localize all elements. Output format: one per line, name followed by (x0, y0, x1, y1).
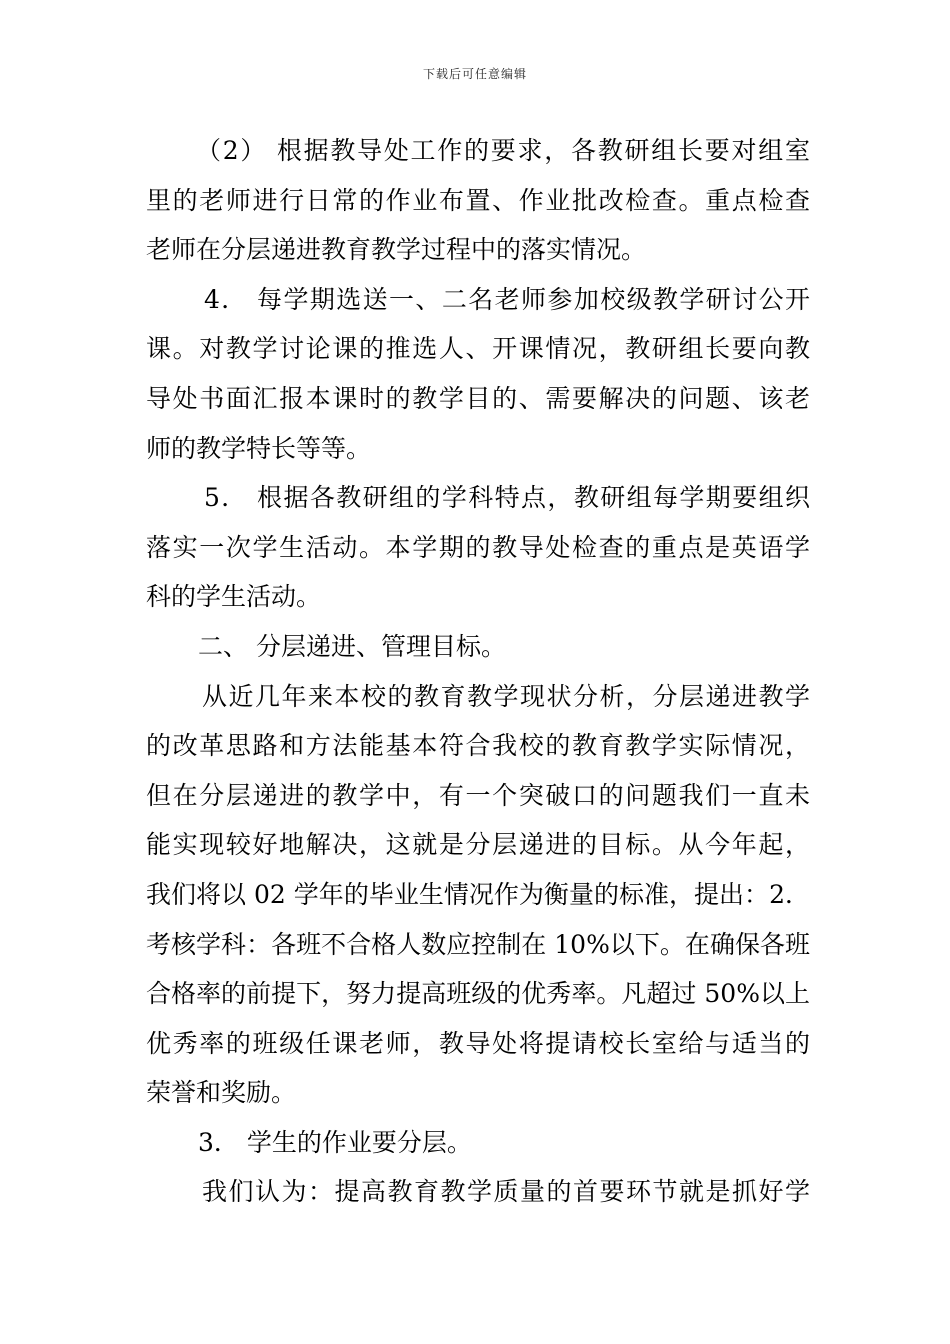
text-line: 师的教学特长等等。 (146, 433, 372, 463)
section-heading: 二、 分层递进、管理目标。 (198, 631, 506, 661)
text-line: 5． 根据各教研组的学科特点，教研组每学期要组织 (204, 483, 810, 513)
paragraph-item-3 (146, 1118, 810, 1168)
text-line: 落实一次学生活动。本学期的教导处检查的重点是英语学 (146, 532, 810, 562)
text-line: 导处书面汇报本课时的教学目的、需要解决的问题、该老 (146, 383, 810, 413)
text-line: 从近几年来本校的教育教学现状分析，分层递进教学 (202, 681, 810, 711)
text-line: 但在分层递进的教学中，有一个突破口的问题我们一直未 (146, 780, 810, 810)
paragraph-closing (146, 1167, 810, 1217)
paragraph-item-5 (146, 473, 810, 622)
paragraph-item-4 (146, 275, 810, 473)
text-line: 科的学生活动。 (146, 582, 322, 612)
text-line: 老师在分层递进教育教学过程中的落实情况。 (146, 235, 647, 265)
paragraph-section-2-body (146, 672, 810, 1118)
text-line: 我们认为：提高教育教学质量的首要环节就是抓好学 (202, 1177, 810, 1207)
text-line: 考核学科：各班不合格人数应控制在 10%以下。在确保各班 (146, 929, 810, 959)
text-line: 我们将以 02 学年的毕业生情况作为衡量的标准，提出：2． (146, 879, 810, 909)
text-line: 课。对教学讨论课的推选人、开课情况，教研组长要向教 (146, 334, 810, 364)
text-line: 里的老师进行日常的作业布置、作业批改检查。重点检查 (146, 185, 810, 215)
text-line: 的改革思路和方法能基本符合我校的教育教学实际情况， (146, 731, 810, 761)
section-heading-2 (146, 622, 810, 672)
text-line: 4． 每学期选送一、二名老师参加校级教学研讨公开 (204, 284, 810, 314)
text-line: （2） 根据教导处工作的要求，各教研组长要对组室 (196, 136, 810, 165)
document-body (146, 126, 810, 1217)
text-line: 优秀率的班级任课老师，教导处将提请校长室给与适当的 (146, 1028, 810, 1058)
text-line: 合格率的前提下，努力提高班级的优秀率。凡超过 50%以上 (146, 979, 810, 1009)
text-line: 荣誉和奖励。 (146, 1078, 297, 1108)
text-line: 3． 学生的作业要分层。 (198, 1127, 472, 1157)
page-header: 下载后可任意编辑 (422, 67, 527, 81)
text-line: 能实现较好地解决，这就是分层递进的目标。从今年起， (146, 830, 810, 860)
paragraph-item-2 (146, 126, 810, 275)
